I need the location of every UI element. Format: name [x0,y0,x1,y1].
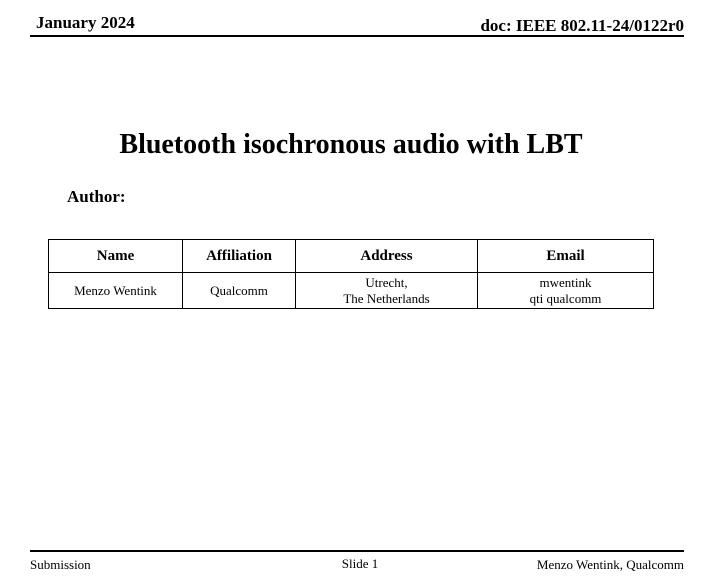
cell-address [296,273,478,309]
column-header-email: Email [478,240,654,273]
footer-author-credit: Menzo Wentink, Qualcomm [536,557,684,572]
header-divider [30,35,684,37]
address-line-1: Utrecht, [365,274,408,290]
cell-name: Menzo Wentink [49,273,183,309]
header-doc-number: doc: IEEE 802.11-24/0122r0 [480,16,684,35]
footer-slide-number: Slide 1 [341,556,379,571]
cell-affiliation: Qualcomm [183,273,296,309]
table-row [49,273,654,309]
column-header-name: Name [49,240,183,273]
slide-title: Bluetooth isochronous audio with LBT [119,129,583,160]
table-header-row [49,240,654,273]
email-line-1: mwentink [539,274,592,290]
authors-table [48,239,654,309]
author-label: Author: [67,187,126,206]
footer-submission-label: Submission [30,557,91,572]
address-line-2: The Netherlands [343,290,430,306]
header-date: January 2024 [36,13,135,32]
footer-divider [30,550,684,552]
email-line-2: qti qualcomm [529,290,602,306]
column-header-affiliation: Affiliation [183,240,296,273]
cell-email [478,273,654,309]
column-header-address: Address [296,240,478,273]
